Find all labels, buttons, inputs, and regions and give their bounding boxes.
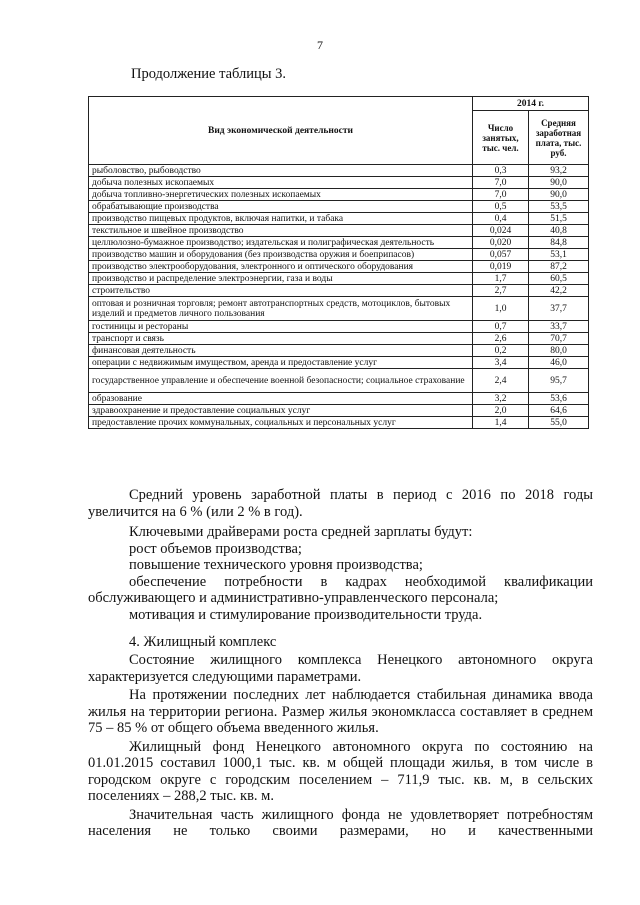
table-row [89,165,589,177]
table-row [89,189,589,201]
cell-employed: 2,7 [473,285,529,297]
cell-activity: транспорт и связь [89,333,473,345]
cell-activity: здравоохранение и предоставление социальных услуг [89,405,473,417]
table-row [89,321,589,333]
cell-employed: 0,020 [473,237,529,249]
cell-salary: 46,0 [529,357,589,369]
table-row [89,417,589,429]
header-activity: Вид экономической деятельности [89,97,473,165]
table-row [89,249,589,261]
header-year: 2014 г. [473,97,589,111]
cell-salary: 60,5 [529,273,589,285]
cell-employed: 7,0 [473,177,529,189]
cell-salary: 90,0 [529,177,589,189]
table-row [89,225,589,237]
cell-activity: государственное управление и обеспечение военной безопасности; социальное страхование [89,369,473,393]
cell-employed: 0,024 [473,225,529,237]
cell-employed: 0,019 [473,261,529,273]
cell-salary: 37,7 [529,297,589,321]
list-item-staffing: обеспечение потребности в кадрах необходимой квалификации обслуживающего и административно-управленческого персонала; [88,573,593,606]
cell-employed: 3,4 [473,357,529,369]
cell-salary: 84,8 [529,237,589,249]
cell-activity: обрабатывающие производства [89,201,473,213]
table-continuation-caption: Продолжение таблицы 3. [131,66,287,82]
cell-activity: добыча полезных ископаемых [89,177,473,189]
cell-activity: оптовая и розничная торговля; ремонт автотранспортных средств, мотоциклов, бытовых изделий и предметов личного пользования [89,297,473,321]
cell-salary: 51,5 [529,213,589,225]
header-employed: Число занятых, тыс. чел. [473,111,529,165]
paragraph-housing-quality: Значительная часть жилищного фонда не удовлетворяет потребностям населения не только своими размерами, но и качественными [88,806,593,839]
cell-activity: производство и распределение электроэнергии, газа и воды [89,273,473,285]
paragraph-housing-stock: Жилищный фонд Ненецкого автономного округа по состоянию на 01.01.2015 составил 1000,1 тыс. кв. м общей площади жилья, в том числе в городском округе с городским поселением – 711,9 тыс. кв. м, в сельских поселениях – 288,2 тыс. кв. м. [88,738,593,804]
table-row [89,213,589,225]
paragraph-housing-dynamics: На протяжении последних лет наблюдается стабильная динамика ввода жилья на территории региона. Размер жилья экономкласса составляет в среднем 75 – 85 % от общего объема введенного жилья. [88,687,593,736]
cell-salary: 53,1 [529,249,589,261]
cell-employed: 1,4 [473,417,529,429]
cell-employed: 0,7 [473,321,529,333]
cell-activity: рыболовство, рыбоводство [89,165,473,177]
cell-salary: 40,8 [529,225,589,237]
cell-employed: 2,0 [473,405,529,417]
body-text-block-1 [88,487,593,623]
cell-activity: добыча топливно-энергетических полезных ископаемых [89,189,473,201]
cell-activity: производство пищевых продуктов, включая напитки, и табака [89,213,473,225]
paragraph-housing-state: Состояние жилищного комплекса Ненецкого автономного округа характеризуется следующими параметрами. [88,652,593,685]
table-row [89,297,589,321]
table-row [89,201,589,213]
cell-salary: 42,2 [529,285,589,297]
table-row [89,357,589,369]
cell-activity: строительство [89,285,473,297]
cell-activity: операции с недвижимым имуществом, аренда и предоставление услуг [89,357,473,369]
cell-salary: 87,2 [529,261,589,273]
cell-employed: 1,7 [473,273,529,285]
table-row [89,369,589,393]
cell-activity: производство машин и оборудования (без производства оружия и боеприпасов) [89,249,473,261]
table-row [89,405,589,417]
cell-salary: 80,0 [529,345,589,357]
table-row [89,261,589,273]
cell-salary: 70,7 [529,333,589,345]
cell-employed: 0,4 [473,213,529,225]
cell-salary: 55,0 [529,417,589,429]
table-row [89,273,589,285]
paragraph-salary-growth: Средний уровень заработной платы в период с 2016 по 2018 годы увеличится на 6 % (или 2 % в год). [88,487,593,520]
cell-employed: 0,057 [473,249,529,261]
salary-table [88,96,589,429]
cell-employed: 0,5 [473,201,529,213]
table-row [89,345,589,357]
list-item-tech-level: повышение технического уровня производства; [129,557,423,573]
section-heading-housing: 4. Жилищный комплекс [129,634,277,650]
cell-activity: производство электрооборудования, электронного и оптического оборудования [89,261,473,273]
table-row [89,333,589,345]
cell-employed: 0,3 [473,165,529,177]
cell-salary: 33,7 [529,321,589,333]
body-text-block-2 [88,652,593,840]
list-item-production: рост объемов производства; [129,540,302,557]
cell-employed: 0,2 [473,345,529,357]
cell-activity: образование [89,393,473,405]
cell-activity: целлюлозно-бумажное производство; издательская и полиграфическая деятельность [89,237,473,249]
cell-activity: предоставление прочих коммунальных, социальных и персональных услуг [89,417,473,429]
cell-activity: текстильное и швейное производство [89,225,473,237]
cell-employed: 7,0 [473,189,529,201]
cell-salary: 53,6 [529,393,589,405]
cell-employed: 2,6 [473,333,529,345]
list-item-motivation: мотивация и стимулирование производительности труда. [129,606,483,623]
cell-salary: 93,2 [529,165,589,177]
cell-salary: 53,5 [529,201,589,213]
paragraph-drivers: Ключевыми драйверами роста средней зарплаты будут: [129,524,473,540]
table-row [89,285,589,297]
page-number: 7 [317,38,323,52]
cell-activity: финансовая деятельность [89,345,473,357]
cell-salary: 90,0 [529,189,589,201]
table-row [89,237,589,249]
cell-activity: гостиницы и рестораны [89,321,473,333]
table-row [89,177,589,189]
cell-salary: 95,7 [529,369,589,393]
cell-employed: 1,0 [473,297,529,321]
cell-salary: 64,6 [529,405,589,417]
table-row [89,393,589,405]
header-salary: Средняя заработная плата, тыс. руб. [529,111,589,165]
cell-employed: 2,4 [473,369,529,393]
cell-employed: 3,2 [473,393,529,405]
